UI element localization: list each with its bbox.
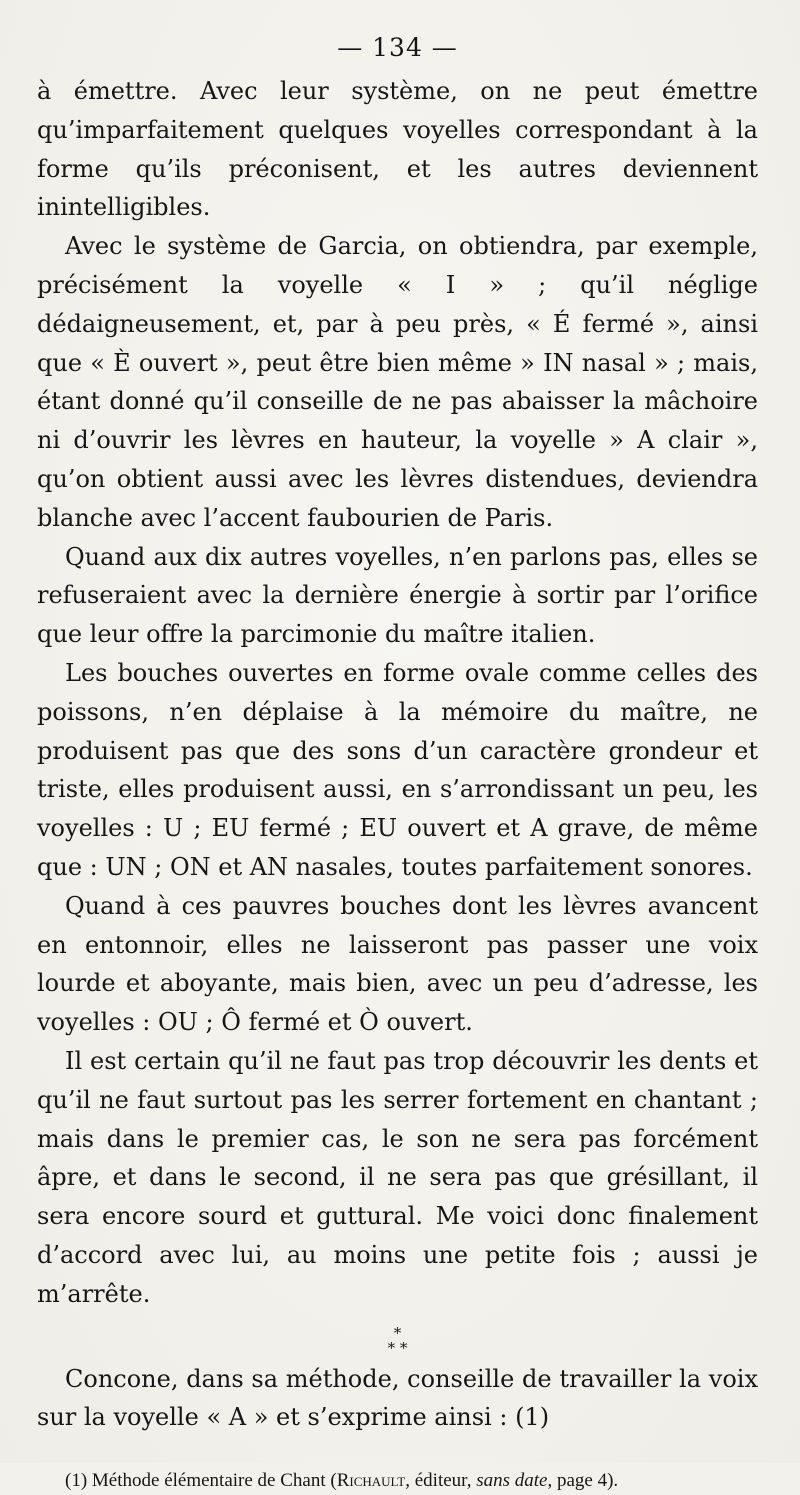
footnote-title: Méthode élémentaire de Chant — [91, 1470, 326, 1492]
paragraph-5: Quand à ces pauvres bouches dont les lèvres avancent en entonnoir, elles ne laisseront pas passer une voix lourde et aboyante, mais bien, avec un peu d’adresse, les voyelles : OU ; Ô fermé et Ò ouvert. — [37, 891, 758, 1037]
footnote-marker: (1) — [65, 1470, 88, 1492]
footnote-page-ref: , page 4). — [547, 1470, 619, 1492]
paragraph-6: Il est certain qu’il ne faut pas trop découvrir les dents et qu’il ne faut surtout pas les serrer fortement en chantant ; mais dans le premier cas, le son ne sera pas forcément âpre, et dans le second, il ne sera pas que grésillant, il sera encore sourd et guttural. Me voici donc finalement d’accord avec lui, au moins une petite fois ; aussi je m’arrête. — [37, 1046, 758, 1308]
paragraph-1: à émettre. Avec leur système, on ne peut émettre qu’imparfaitement quelques voyelles correspondant à la forme qu’ils préconisent, et les autres deviennent inintelligibles. — [37, 77, 758, 222]
footnote-role: , éditeur, — [405, 1470, 477, 1492]
page-number: — 134 — — [337, 33, 458, 62]
paragraph-2: Avec le système de Garcia, on obtiendra, par exemple, précisément la voyelle « I » ; qu’il néglige dédaigneusement, et, par à peu près, « É fermé », ainsi que « È ouvert », peut être bien même » IN nasal » ; mais, étant donné qu’il conseille de ne pas abaisser la mâchoire ni d’ouvrir les lèvres en hauteur, la voyelle » A clair », qu’on obtient aussi avec les lèvres distendues, deviendra blanche avec l’accent faubourien de Paris. — [37, 232, 758, 532]
asterism-bottom: * * — [387, 1338, 408, 1357]
footnote-open-paren: ( — [330, 1470, 337, 1492]
footnote — [37, 1467, 758, 1495]
paragraph-4: Les bouches ouvertes en forme ovale comme celles des poissons, n’en déplaise à la mémoire du maître, ne produisent pas que des sons d’un caractère grondeur et triste, elles produisent aussi, en s’arrondissant un peu, les voyelles : U ; EU fermé ; EU ouvert et A grave, de même que : UN ; ON et AN nasales, toutes parfaitement sonores. — [37, 658, 758, 881]
paragraph-concone: Concone, dans sa méthode, conseille de travailler la voix sur la voyelle « A » et s’exprime ainsi : (1) — [37, 1364, 758, 1432]
asterism-top: * — [393, 1323, 402, 1342]
footnote-publisher: Richault — [336, 1470, 406, 1492]
paragraph-3: Quand aux dix autres voyelles, n’en parlons pas, elles se refuseraient avec la dernière énergie à sortir par l’orifice que leur offre la parcimonie du maître italien. — [37, 542, 758, 649]
body-text — [37, 72, 758, 1437]
asterism-separator — [37, 1323, 758, 1357]
footnote-date-note: sans date — [476, 1470, 548, 1492]
